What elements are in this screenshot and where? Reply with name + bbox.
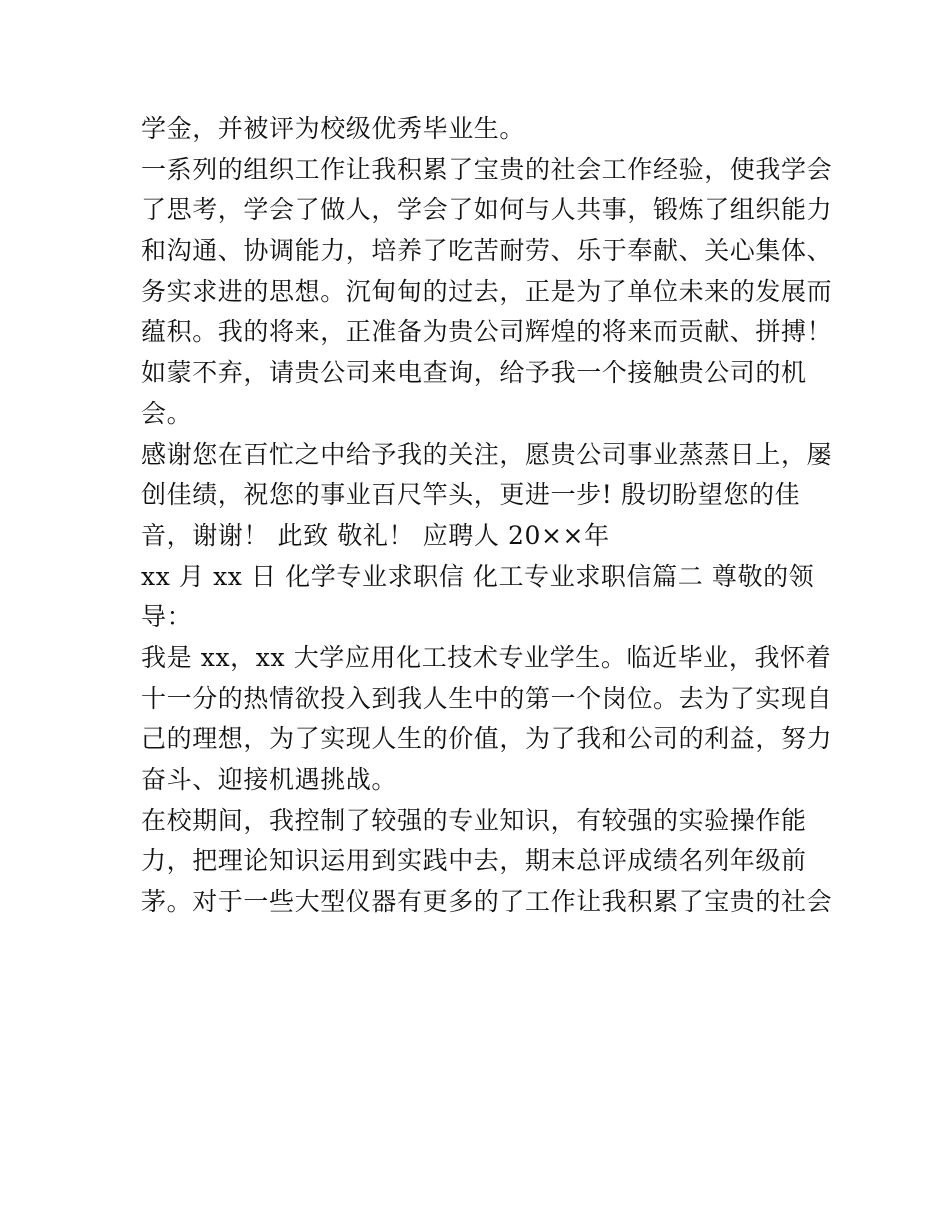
text-line: 导：: [141, 602, 193, 632]
text-line: 会。: [141, 398, 193, 428]
text-line: 奋斗、迎接机遇挑战。: [141, 765, 398, 794]
text-line: 务实求进的思想。沉甸甸的过去，正是为了单位未来的发展而: [141, 276, 833, 306]
text-line: 如蒙不弃，请贵公司来电查询，给予我一个接触贵公司的机: [141, 358, 807, 388]
text-line: 在校期间，我控制了较强的专业知识，有较强的实验操作能: [141, 805, 807, 835]
text-line: 学金，并被评为校级优秀毕业生。: [141, 114, 526, 143]
text-line: xx 月 xx 日 化学专业求职信 化工专业求职信篇二 尊敬的领: [141, 561, 815, 591]
text-line: 我是 xx，xx 大学应用化工技术专业学生。临近毕业，我怀着: [141, 642, 832, 672]
text-line: 己的理想，为了实现人生的价值，为了我和公司的利益，努力: [141, 724, 833, 754]
text-line: 音，谢谢！ 此致 敬礼！ 应聘人 20××年: [141, 520, 610, 550]
body-text: [141, 109, 833, 923]
text-line: 一系列的组织工作让我积累了宝贵的社会工作经验，使我学会: [141, 154, 833, 184]
text-line: 茅。对于一些大型仪器有更多的了工作让我积累了宝贵的社会: [141, 887, 833, 917]
text-line: 十一分的热情欲投入到我人生中的第一个岗位。去为了实现自: [141, 683, 833, 713]
text-line: 力，把理论知识运用到实践中去，期末总评成绩名列年级前: [141, 846, 807, 876]
text-line: 了思考，学会了做人，学会了如何与人共事，锻炼了组织能力: [141, 195, 833, 225]
text-line: 感谢您在百忙之中给予我的关注，愿贵公司事业蒸蒸日上，屡: [141, 439, 833, 469]
text-line: 和沟通、协调能力，培养了吃苦耐劳、乐于奉献、关心集体、: [141, 236, 833, 266]
text-line: 创佳绩，祝您的事业百尺竿头，更进一步! 殷切盼望您的佳: [141, 480, 801, 510]
text-line: 蕴积。我的将来，正准备为贵公司辉煌的将来而贡献、拼搏！: [141, 317, 833, 347]
